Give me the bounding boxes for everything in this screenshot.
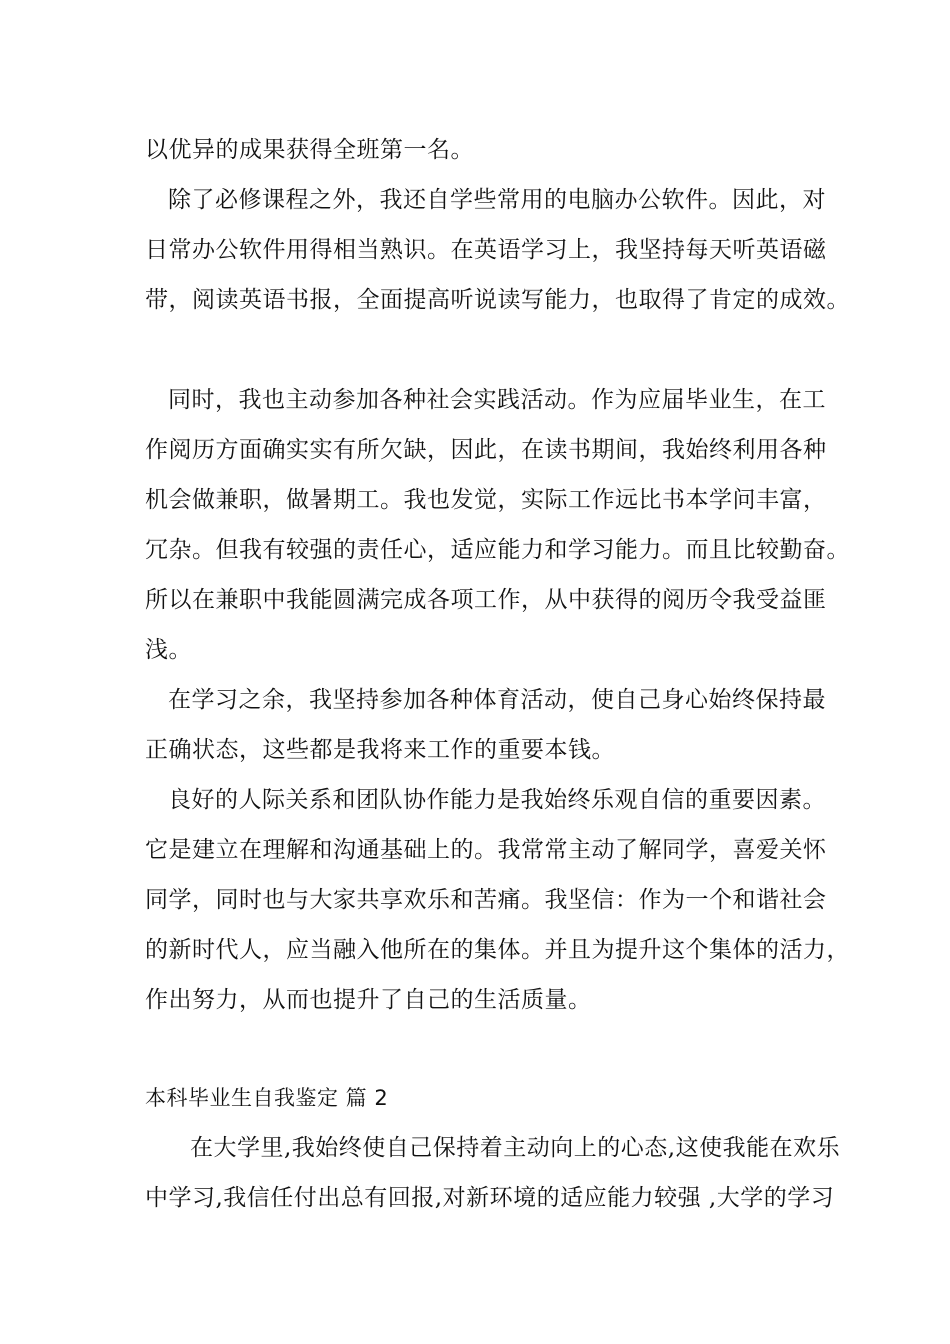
paragraph-line: 作出努力，从而也提升了自己的生活质量。 (145, 987, 592, 1013)
paragraph-line: 在学习之余，我坚持参加各种体育活动，使自己身心始终保持最 (168, 687, 826, 713)
paragraph-line: 日常办公软件用得相当熟识。在英语学习上，我坚持每天听英语磁 (145, 237, 827, 263)
paragraph-line: 良好的人际关系和团队协作能力是我始终乐观自信的重要因素。 (168, 787, 826, 813)
paragraph-line: 同时，我也主动参加各种社会实践活动。作为应届毕业生，在工 (168, 387, 826, 413)
paragraph-line: 以优异的成果获得全班第一名。 (145, 137, 474, 163)
section-heading: 本科毕业生自我鉴定 篇 2 (145, 1086, 389, 1110)
paragraph-line: 在大学里,我始终使自己保持着主动向上的心态,这使我能在欢乐 (190, 1135, 841, 1161)
paragraph-line: 的新时代人，应当融入他所在的集体。并且为提升这个集体的活力， (145, 937, 850, 963)
paragraph-line: 带，阅读英语书报，全面提高听说读写能力，也取得了肯定的成效。 (145, 287, 850, 313)
paragraph-line: 作阅历方面确实实有所欠缺，因此，在读书期间，我始终利用各种 (145, 437, 827, 463)
paragraph-line: 除了必修课程之外，我还自学些常用的电脑办公软件。因此，对 (168, 187, 826, 213)
paragraph-line: 正确状态，这些都是我将来工作的重要本钱。 (145, 737, 615, 763)
paragraph-line: 同学，同时也与大家共享欢乐和苦痛。我坚信：作为一个和谐社会 (145, 887, 827, 913)
paragraph-line: 机会做兼职，做暑期工。我也发觉，实际工作远比书本学问丰富， (145, 487, 827, 513)
paragraph-line: 中学习,我信任付出总有回报,对新环境的适应能力较强 ,大学的学习 (145, 1185, 835, 1211)
paragraph-line: 它是建立在理解和沟通基础上的。我常常主动了解同学，喜爱关怀 (145, 837, 827, 863)
paragraph-line: 浅。 (145, 637, 192, 663)
paragraph-line: 冗杂。但我有较强的责任心，适应能力和学习能力。而且比较勤奋。 (145, 537, 850, 563)
paragraph-line: 所以在兼职中我能圆满完成各项工作，从中获得的阅历令我受益匪 (145, 587, 827, 613)
